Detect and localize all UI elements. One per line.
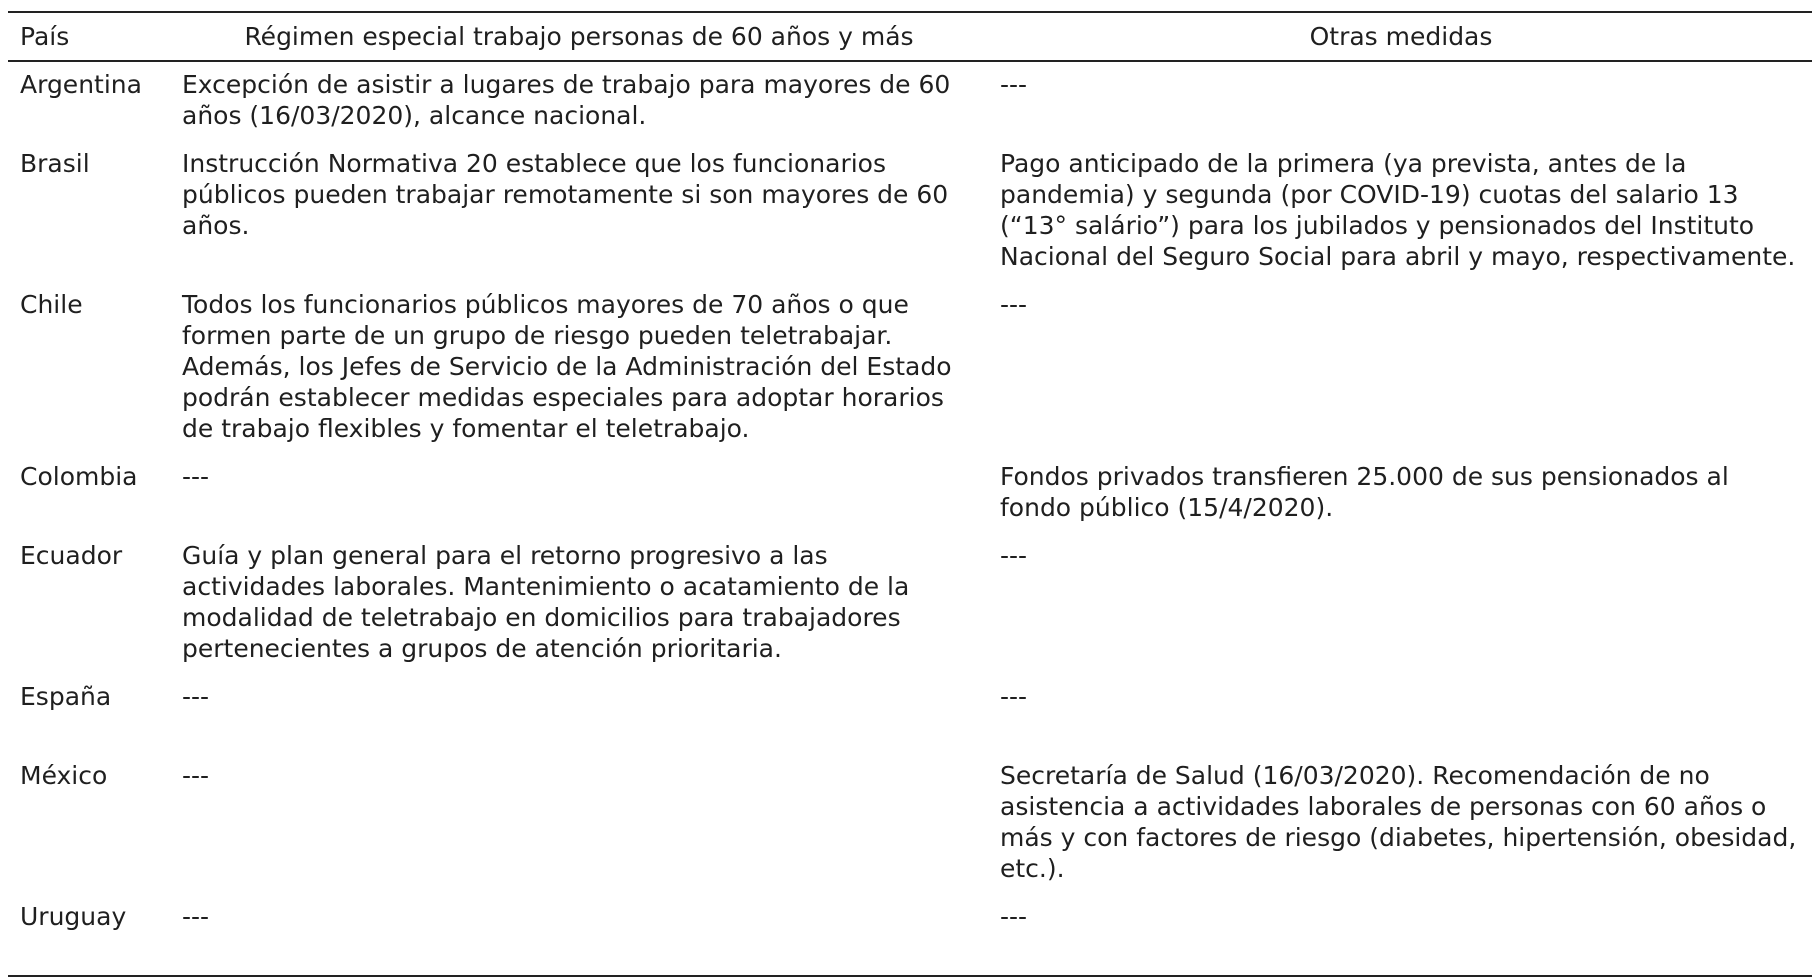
cell-otras: Pago anticipado de la primera (ya prevista, antes de la pandemia) y segunda (por COVID-19) cuotas del salario 13 (“13° salário”) para los jubilados y pensionados del Instituto Nacional del Seguro Social para abril y mayo, respectivamente.: [1000, 149, 1796, 271]
cell-otras: ---: [1000, 70, 1028, 99]
header-otras-medidas: Otras medidas: [1309, 22, 1493, 51]
cell-regimen: ---: [182, 462, 210, 491]
cell-pais: Ecuador: [20, 541, 123, 570]
measures-table: [8, 11, 1812, 977]
cell-regimen: ---: [182, 761, 210, 790]
table-row: [8, 454, 1812, 533]
table-header: [8, 12, 1812, 61]
cell-otras: ---: [1000, 541, 1028, 570]
table-row: [8, 894, 1812, 976]
table-row: [8, 282, 1812, 454]
table-row: [8, 674, 1812, 753]
cell-otras: Fondos privados transfieren 25.000 de sus pensionados al fondo público (15/4/2020).: [1000, 462, 1729, 522]
measures-table-container: [8, 11, 1812, 977]
cell-pais: España: [20, 682, 112, 711]
table-row: [8, 753, 1812, 894]
table-body: [8, 61, 1812, 976]
cell-pais: México: [20, 761, 108, 790]
cell-regimen: Guía y plan general para el retorno progresivo a las actividades laborales. Mantenimiento o acatamiento de la modalidad de teletrabajo en domicilios para trabajadores pertenecientes a grupos de atención prioritaria.: [182, 541, 910, 663]
table-row: [8, 141, 1812, 282]
cell-pais: Uruguay: [20, 902, 127, 931]
cell-pais: Argentina: [20, 70, 142, 99]
cell-pais: Brasil: [20, 149, 90, 178]
cell-regimen: Instrucción Normativa 20 establece que los funcionarios públicos pueden trabajar remotamente si son mayores de 60 años.: [182, 149, 949, 240]
cell-regimen: Todos los funcionarios públicos mayores de 70 años o que formen parte de un grupo de riesgo pueden teletrabajar. Además, los Jefes de Servicio de la Administración del Estado podrán establecer medidas especiales para adoptar horarios de trabajo flexibles y fomentar el teletrabajo.: [182, 290, 952, 443]
cell-regimen: ---: [182, 682, 210, 711]
cell-otras: ---: [1000, 902, 1028, 931]
cell-regimen: Excepción de asistir a lugares de trabajo para mayores de 60 años (16/03/2020), alcance nacional.: [182, 70, 951, 130]
cell-regimen: ---: [182, 902, 210, 931]
table-row: [8, 533, 1812, 674]
cell-otras: ---: [1000, 290, 1028, 319]
cell-pais: Colombia: [20, 462, 138, 491]
header-row: [8, 12, 1812, 61]
header-pais: País: [20, 22, 70, 51]
cell-otras: Secretaría de Salud (16/03/2020). Recomendación de no asistencia a actividades laborales de personas con 60 años o más y con factores de riesgo (diabetes, hipertensión, obesidad, etc.).: [1000, 761, 1797, 883]
cell-otras: ---: [1000, 682, 1028, 711]
cell-pais: Chile: [20, 290, 83, 319]
header-regimen: Régimen especial trabajo personas de 60 años y más: [244, 22, 914, 51]
table-row: [8, 61, 1812, 141]
